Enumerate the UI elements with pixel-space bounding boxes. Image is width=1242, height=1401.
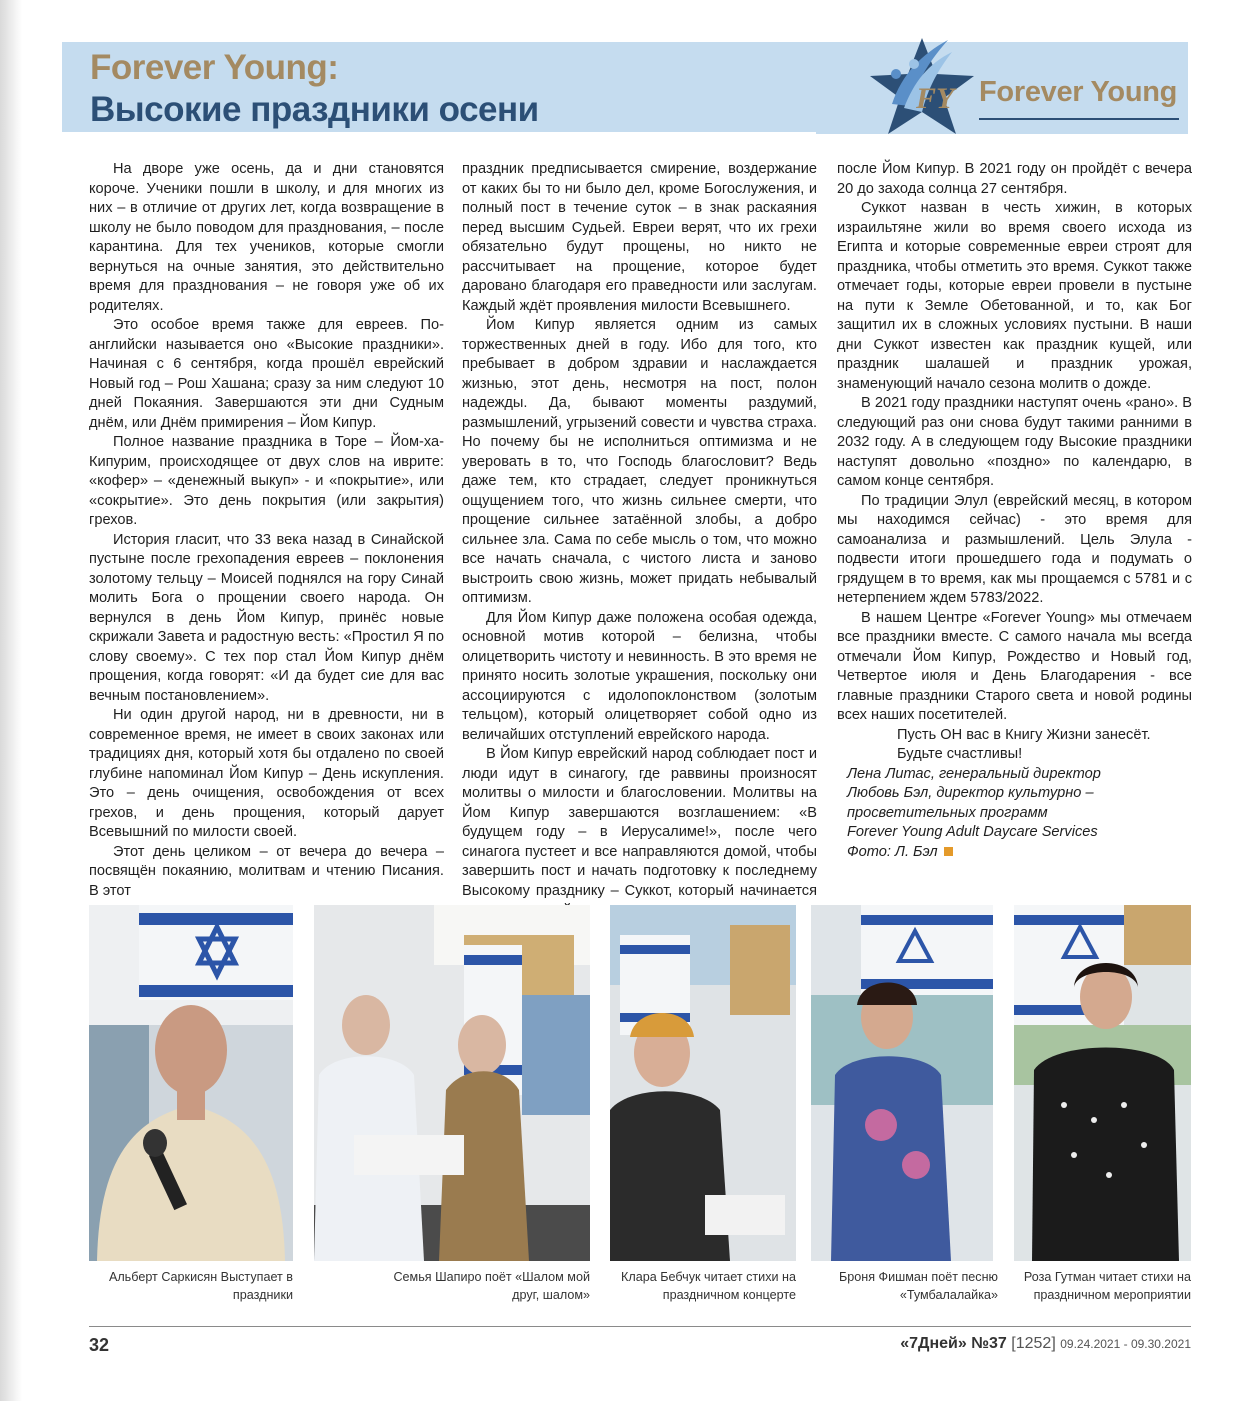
paragraph-continued: после Йом Кипур. В 2021 году он пройдёт с вечера 20 до захода солнца 27 сентября. [837, 161, 1192, 197]
photo-credit [837, 843, 1192, 863]
paragraph: В Йом Кипур еврейский народ соблюдает пост и люди идут в синагогу, где раввины произносят молитвы о милости и благословении. Молитвы на Йом Кипур завершаются возглашением: «В будущем году – в Иерусалиме!», после чего синагога пустеет и все направляются домой, чтобы завершить пост и начать подготовку к последнему Высокому празднику – Суккот, который начинается [462, 746, 817, 899]
blessing-line: Будьте счастливы! [897, 746, 1023, 762]
photo-caption: Семья Шапиро поёт «Шалом мой друг, шалом» [393, 1270, 590, 1302]
paragraph: Этот день целиком – от вечера до вечера – посвящён покаянию, молитвам и чтению Писания. В этот [89, 843, 444, 899]
header-divider [62, 132, 816, 134]
photo-caption: Броня Фишман поёт песню «Тумбалалайка» [839, 1270, 998, 1302]
page-edge-shadow [0, 0, 22, 1401]
issue-info [900, 1335, 1191, 1353]
paragraph: Полное название праздника в Торе – Йом-ха-Кипурим, происходящее от двух слов на иврите: «кофер» – «денежный выкуп» - и «покрытие», или «сокрытие». Это день покрытия (или закрытия) грехов. [89, 434, 444, 528]
article-column-2 [462, 160, 817, 921]
article-title: Forever Young: [90, 48, 339, 87]
paragraph: По традиции Элул (еврейский месяц, в котором мы находимся сейчас) - это время для самоанализа и размышлений. Цель Элула - подвести итоги прошедшего года и подумать о грядущем в то время, как мы прощаемся с 5781 и с нетерпением ждем 5783/2022. [837, 492, 1192, 606]
speaker-with-microphone-photo [89, 905, 293, 1261]
couple-singing-photo [314, 905, 590, 1261]
article-subtitle: Высокие праздники осени [90, 90, 539, 129]
photo-caption: Роза Гутман читает стихи на праздничном мероприятии [1023, 1270, 1191, 1302]
photo-credit-text: Фото: Л. Бэл [847, 843, 938, 860]
forever-young-logo [862, 34, 1186, 140]
article-column-1 [89, 160, 444, 901]
woman-reciting-photo [610, 905, 796, 1261]
signature: Лена Литас, генеральный директор [847, 765, 1101, 782]
photo-1 [89, 905, 293, 1261]
paragraph: В 2021 году праздники наступят очень «рано». В следующий раз они снова будут такими ранними в 2032 году. А в следующем году Высокие праздники наступят довольно «поздно» по календарю, в самом конце сентября. [837, 395, 1192, 489]
star-figures-icon [862, 34, 982, 140]
paragraph: Суккот назван в честь хижин, в которых израильтяне жили во время своего исхода из Египта и которые современные евреи строят для праздника, чтобы отметить это время. Суккот также отмечает годы, которые евреи провели в пустыне на пути к Земле Обетованной, и то, как Бог защитил их в сложных условиях пустыни. В наши дни Суккот известен как праздник кущей, или праздник шалашей и праздник урожая, знаменующий начало сезона молитв о дожде. [837, 200, 1192, 392]
signature: Любовь Бэл, директор культурно – просветительных программ [847, 785, 1094, 821]
woman-singing-photo [811, 905, 993, 1261]
paragraph: На дворе уже осень, да и дни становятся короче. Ученики пошли в школу, и для многих из них – в отличие от других лет, когда возвращение в школу не было поводом для празднования, – после карантина. Для тех учеников, которые смогли вернуться на очные занятия, это действительно время для празднования – не говоря уже об их родителях. [89, 161, 444, 314]
photo-caption: Клара Бебчук читает стихи на праздничном концерте [621, 1270, 796, 1302]
magazine-name: «7Дней» №37 [900, 1335, 1007, 1352]
blessing-line: Пусть ОН вас в Книгу Жизни занесёт. [897, 726, 1151, 743]
logo-mark: FY [916, 82, 955, 115]
paragraph: История гласит, что 33 века назад в Синайской пустыне после грехопадения евреев – поклонения золотому тельцу – Моисей поднялся на гору Синай молить Бога о прощении своего народа. Он вернулся в день Йом Кипур, принёс новые скрижали Завета и радостную весть: «Простил Я по слову своему». С тех пор стал Йом Кипур днём прощения, когда говорят: «И да будет сие для вас вечным постановлением». [89, 531, 444, 704]
paragraph-continued: праздник предписывается смирение, воздержание от каких бы то ни было дел, кроме Богослужения, и полный пост в течение суток – в знак раскаяния перед высшим Судьей. Евреи верят, что их грехи обязательно будут прощены, но никто не рассчитывает на прощение, которое будет даровано благодаря его праведности или заслугам. Каждый ждёт проявления милости Всевышнего. [462, 161, 817, 314]
footer-divider [89, 1326, 1191, 1327]
page-number: 32 [89, 1335, 110, 1355]
photo-4 [811, 905, 993, 1261]
issue-number: [1252] [1011, 1335, 1056, 1352]
signature: Forever Young Adult Daycare Services [847, 824, 1098, 840]
paragraph: Ни один другой народ, ни в древности, ни в современное время, не имеет в своих законах или традициях дня, который хотя бы отдалено по своей глубине напоминал Йом Кипур – День искупления. Это – день очищения, освобождения от всех грехов, и день прощения, который дарует Всевышний по милости своей. [89, 707, 444, 840]
logo-underline [979, 118, 1179, 120]
paragraph: Для Йом Кипур даже положена особая одежда, основной мотив которой – белизна, чтобы олицетворить чистоту и невинность. В это время не принято носить золотые украшения, поскольку они ассоциируются с идолопоклонством (золотым тельцом), который олицетворяет собой одно из величайших отступлений еврейского народа. [462, 609, 817, 743]
logo-wordmark: Forever Young [979, 76, 1178, 108]
article-column-3 [837, 160, 1192, 862]
paragraph: Йом Кипур является одним из самых торжественных дней в году. Ибо для того, кто пребывает в добром здравии и наслаждается жизнью, этот день, несмотря на пост, полон надежды. Да, бывают моменты раздумий, размышлений, угрызений совести и чувства страха. Но почему бы не исполниться оптимизма и не уверовать в то, что Господь благословит? Ведь даже тем, кто страдает, следует проникнуться ощущением того, что жизнь сильнее смерти, что прощение сильнее затаённой злобы, а добро сильнее зла. Сама по себе мысль о том, что можно все начать сначала, с чистого листа и заново выстроить свою жизнь, может придать небывалый оптимизм. [462, 317, 817, 606]
end-of-article-mark [944, 847, 953, 856]
paragraph: Это особое время также для евреев. По-английски называется оно «Высокие праздники». Начиная с 6 сентября, когда прошёл еврейский Новый год – Рош Хашана; сразу за ним следуют 10 дней Покаяния. Завершаются эти дни Судным днём, или Днём примирения – Йом Кипур. [89, 317, 444, 431]
woman-reading-photo [1014, 905, 1191, 1261]
photo-5 [1014, 905, 1191, 1261]
paragraph: В нашем Центре «Forever Young» мы отмечаем все праздники вместе. С самого начала мы всегда отмечали Йом Кипур, Рождество и Новый год, Четвертое июля и День Благодарения - все главные праздники Старого света и новой родины всех наших посетителей. [837, 609, 1192, 723]
issue-dates: 09.24.2021 - 09.30.2021 [1060, 1337, 1191, 1351]
photo-2 [314, 905, 590, 1261]
photo-3 [610, 905, 796, 1261]
photo-caption: Альберт Саркисян Выступает в праздники [108, 1270, 293, 1302]
